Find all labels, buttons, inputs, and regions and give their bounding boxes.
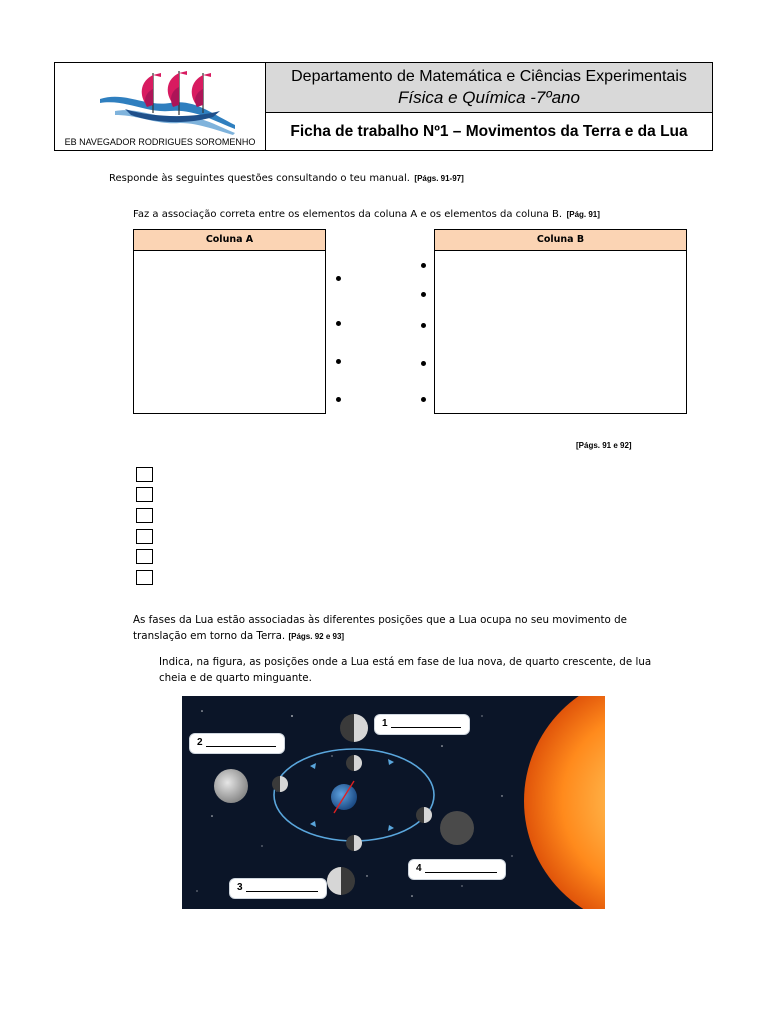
phase-label-1-number: 1 <box>382 718 388 729</box>
column-a-dot[interactable] <box>336 359 341 364</box>
phase-label-1[interactable] <box>374 714 470 735</box>
school-name: EB NAVEGADOR RODRIGUES SOROMENHO <box>64 137 256 147</box>
q3-line-1: As fases da Lua estão associadas às diferentes posições que a Lua ocupa no seu movimento de <box>133 614 627 626</box>
department-cell <box>266 63 712 113</box>
column-b-header: Coluna B <box>435 230 686 251</box>
intro-line <box>109 168 464 186</box>
moon-left-icon <box>214 769 248 803</box>
q3-line-2: translação em torno da Terra. <box>133 630 286 642</box>
column-b-dot[interactable] <box>421 292 426 297</box>
q3-sub-line-1: Indica, na figura, as posições onde a Lua está em fase de lua nova, de quarto crescente, de lua <box>159 656 652 668</box>
phase-label-4-number: 4 <box>416 863 422 874</box>
moon-phases-figure <box>182 696 605 909</box>
answer-checkbox[interactable] <box>136 487 153 502</box>
phase-label-2[interactable] <box>189 733 285 754</box>
q3-paragraph <box>133 612 627 645</box>
phase-label-2-number: 2 <box>197 737 203 748</box>
column-b-dot[interactable] <box>421 397 426 402</box>
answer-checkbox[interactable] <box>136 529 153 544</box>
column-b-table <box>434 229 687 414</box>
answer-checkbox[interactable] <box>136 570 153 585</box>
column-a-header: Coluna A <box>134 230 325 251</box>
q3-sub-line-2: cheia e de quarto minguante. <box>159 672 312 684</box>
answer-checkbox[interactable] <box>136 467 153 482</box>
answer-line <box>391 727 461 728</box>
department-name: Departamento de Matemática e Ciências Experimentais <box>291 68 687 85</box>
q3-page-ref: [Págs. 92 e 93] <box>288 632 345 641</box>
answer-checkbox[interactable] <box>136 508 153 523</box>
moon-right-icon <box>440 811 474 845</box>
column-b-dot[interactable] <box>421 263 426 268</box>
q1-page-ref: [Pág. 91] <box>566 210 600 219</box>
worksheet-title: Ficha de trabalho Nº1 – Movimentos da Terra e da Lua <box>290 123 688 140</box>
subject-name: Física e Química -7ºano <box>398 88 580 107</box>
answer-checkbox[interactable] <box>136 549 153 564</box>
q2-page-ref: [Págs. 91 e 92] <box>576 441 632 450</box>
answer-line <box>206 746 276 747</box>
column-b-dot[interactable] <box>421 361 426 366</box>
column-a-dot[interactable] <box>336 397 341 402</box>
q3-sub-question <box>159 654 651 686</box>
q1-text: Faz a associação correta entre os elementos da coluna A e os elementos da coluna B. <box>133 209 563 220</box>
intro-text: Responde às seguintes questões consultando o teu manual. <box>109 173 410 184</box>
phase-label-3[interactable] <box>229 878 327 899</box>
answer-line <box>246 891 318 892</box>
intro-page-ref: [Págs. 91-97] <box>414 174 464 183</box>
column-a-table <box>133 229 326 414</box>
column-b-dot[interactable] <box>421 323 426 328</box>
school-logo-cell <box>55 63 266 150</box>
school-logo <box>95 67 245 137</box>
column-a-dot[interactable] <box>336 276 341 281</box>
answer-line <box>425 872 497 873</box>
phase-label-3-number: 3 <box>237 882 243 893</box>
worksheet-header <box>54 62 713 151</box>
phase-label-4[interactable] <box>408 859 506 880</box>
column-a-dot[interactable] <box>336 321 341 326</box>
sun-icon <box>524 696 605 909</box>
q1-instruction <box>133 204 600 222</box>
